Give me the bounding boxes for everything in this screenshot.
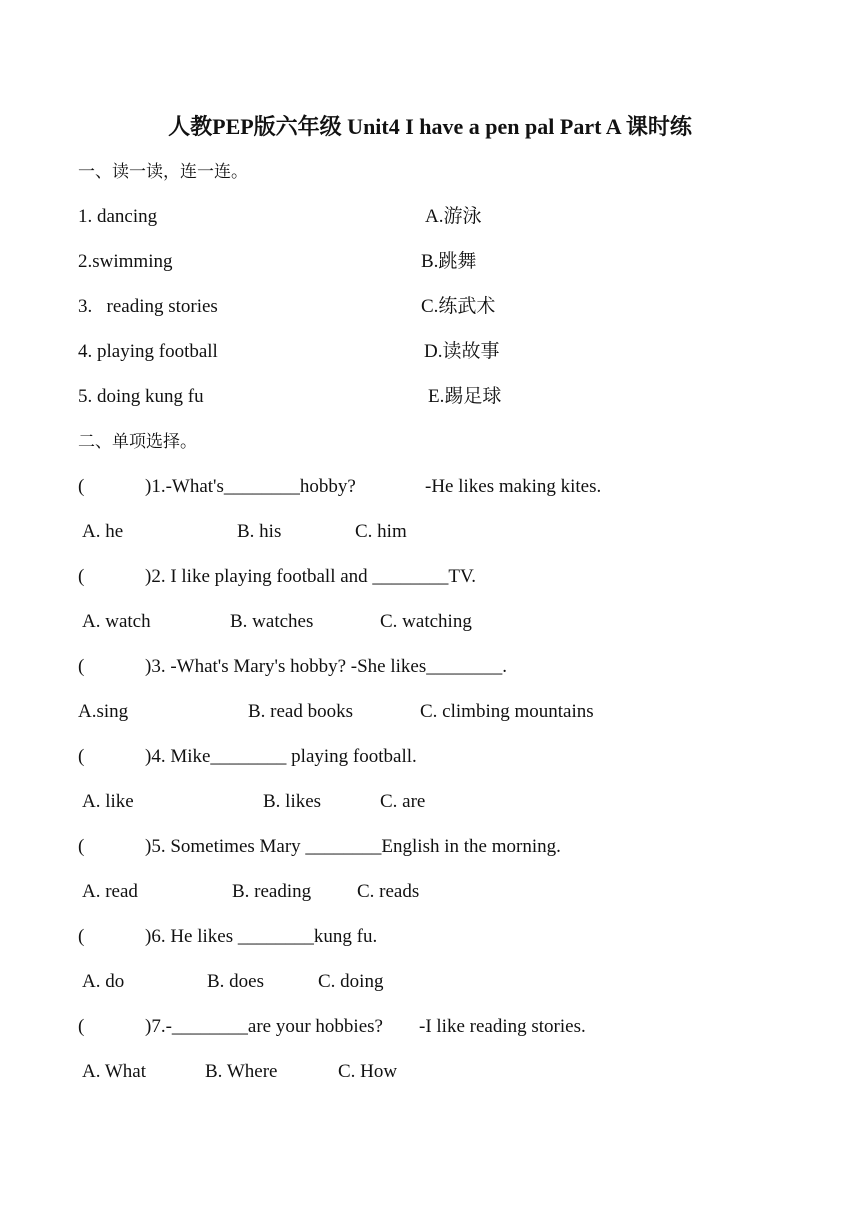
option-c: C. How	[338, 1061, 398, 1082]
match-right-item: E.踢足球	[428, 386, 502, 407]
section-heading-choice: 二、单项选择。	[78, 432, 197, 452]
option-c: C. climbing mountains	[420, 701, 594, 722]
option-b: B. his	[237, 521, 282, 542]
question-stem: )4. Mike________ playing football.	[145, 746, 417, 767]
match-right-item: D.读故事	[424, 341, 500, 362]
option-a: A.sing	[78, 701, 129, 722]
option-c: C. doing	[318, 971, 384, 992]
question-stem: )7.-________are your hobbies?	[145, 1016, 383, 1037]
match-right-item: A.游泳	[425, 206, 482, 227]
match-left-item: 3. reading stories	[78, 296, 218, 317]
option-c: C. watching	[380, 611, 472, 632]
match-left-item: 4. playing football	[78, 341, 218, 362]
option-a: A. like	[82, 791, 134, 812]
question-stem: )6. He likes ________kung fu.	[145, 926, 378, 947]
question-stem: )2. I like playing football and ________TV.	[145, 566, 477, 587]
match-right-item: C.练武术	[421, 296, 496, 317]
answer-bracket: (	[78, 836, 85, 857]
question-stem: )5. Sometimes Mary ________English in the morning.	[145, 836, 561, 857]
answer-bracket: (	[78, 746, 85, 767]
match-left-item: 2.swimming	[78, 251, 173, 272]
option-b: B. Where	[205, 1061, 278, 1082]
match-right-item: B.跳舞	[421, 251, 477, 272]
option-b: B. watches	[230, 611, 314, 632]
answer-bracket: (	[78, 566, 85, 587]
option-a: A. he	[82, 521, 124, 542]
question-stem: )3. -What's Mary's hobby? -She likes________.	[145, 656, 507, 677]
match-left-item: 1. dancing	[78, 206, 158, 227]
option-b: B. reading	[232, 881, 312, 902]
match-left-item: 5. doing kung fu	[78, 386, 204, 407]
question-reply: -I like reading stories.	[419, 1016, 586, 1037]
option-c: C. him	[355, 521, 407, 542]
answer-bracket: (	[78, 926, 85, 947]
answer-bracket: (	[78, 1016, 85, 1037]
option-b: B. read books	[248, 701, 354, 722]
option-c: C. are	[380, 791, 426, 812]
option-b: B. likes	[263, 791, 322, 812]
option-a: A. read	[82, 881, 138, 902]
option-a: A. What	[82, 1061, 147, 1082]
question-reply: -He likes making kites.	[425, 476, 602, 497]
answer-bracket: (	[78, 476, 85, 497]
option-c: C. reads	[357, 881, 420, 902]
section-heading-matching: 一、读一读，连一连。	[78, 162, 248, 182]
option-a: A. do	[82, 971, 125, 992]
question-stem: )1.-What's________hobby?	[145, 476, 356, 497]
option-b: B. does	[207, 971, 264, 992]
answer-bracket: (	[78, 656, 85, 677]
option-a: A. watch	[82, 611, 151, 632]
document-title: 人教PEP版六年级 Unit4 I have a pen pal Part A 课时练	[168, 114, 692, 139]
